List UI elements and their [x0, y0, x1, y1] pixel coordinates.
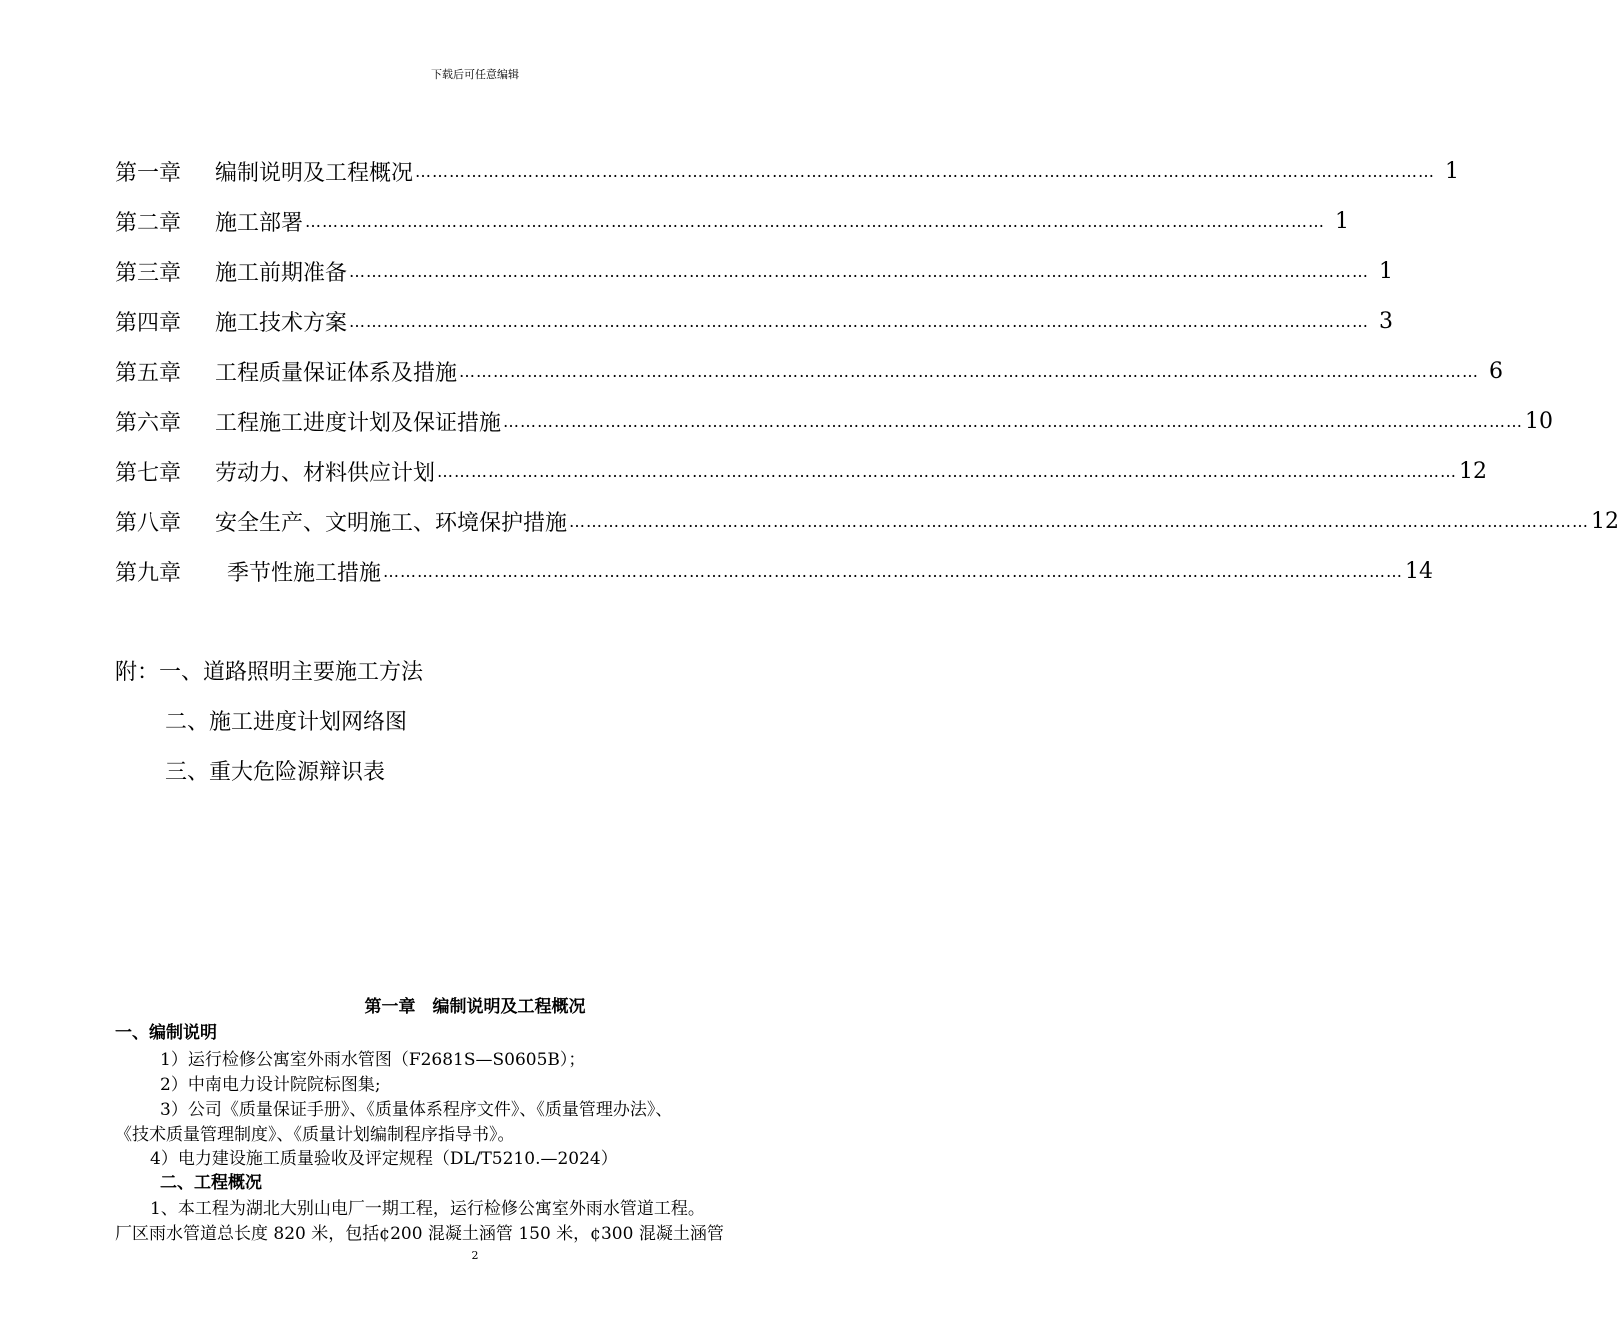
appendix-line-1: 附：一、道路照明主要施工方法 — [115, 660, 424, 685]
toc-page-number: 12 — [1459, 458, 1488, 484]
toc-row — [115, 556, 1434, 586]
toc-row — [115, 206, 1350, 236]
toc-chapter-number: 第三章 — [115, 260, 182, 286]
toc-row — [115, 356, 1504, 386]
toc-page-number: 1 — [1335, 208, 1350, 234]
toc-leader-dots: ……………………………………………………………………………………………………………………………………………………………… — [569, 511, 1590, 531]
toc-chapter-number: 第七章 — [115, 460, 182, 486]
toc-leader-dots: ……………………………………………………………………………………………………………………………………………………………… — [305, 211, 1326, 231]
toc-page-number: 6 — [1489, 358, 1504, 384]
overview-paragraph-2: 厂区雨水管道总长度 820 米，包括¢200 混凝土涵管 150 米，¢300 混凝土涵管 — [115, 1224, 724, 1244]
toc-leader-dots: ……………………………………………………………………………………………………………………………………………………………… — [503, 411, 1524, 431]
toc-chapter-title: 施工技术方案 — [215, 310, 348, 336]
toc-chapter-number: 第二章 — [115, 210, 182, 236]
toc-chapter-title: 施工前期准备 — [215, 260, 348, 286]
toc-row — [115, 406, 1554, 436]
toc-leader-dots: ……………………………………………………………………………………………………………………………………………………………… — [415, 161, 1436, 181]
toc-chapter-title: 编制说明及工程概况 — [215, 160, 414, 186]
toc-row — [115, 506, 1619, 536]
reference-item-2: 2）中南电力设计院院标图集; — [160, 1075, 381, 1095]
toc-page-number: 10 — [1525, 408, 1554, 434]
reference-item-1: 1）运行检修公寓室外雨水管图（F2681S—S0605B）； — [160, 1050, 586, 1070]
toc-page-number: 1 — [1445, 158, 1460, 184]
toc-chapter-number: 第五章 — [115, 360, 182, 386]
toc-leader-dots: ……………………………………………………………………………………………………………………………………………………………… — [383, 561, 1404, 581]
overview-paragraph-1: 1、本工程为湖北大别山电厂一期工程，运行检修公寓室外雨水管道工程。 — [150, 1199, 705, 1219]
toc-chapter-number: 第九章 — [115, 560, 182, 586]
toc-chapter-number: 第六章 — [115, 410, 182, 436]
toc-chapter-title: 劳动力、材料供应计划 — [215, 460, 436, 486]
appendix-line-2: 二、施工进度计划网络图 — [165, 710, 408, 735]
toc-leader-dots: ……………………………………………………………………………………………………………………………………………………………… — [437, 461, 1458, 481]
toc-chapter-title: 安全生产、文明施工、环境保护措施 — [215, 510, 568, 536]
toc-page-number: 14 — [1405, 558, 1434, 584]
toc-chapter-number: 第八章 — [115, 510, 182, 536]
appendix-line-3: 三、重大危险源辩识表 — [165, 760, 386, 785]
toc-leader-dots: ……………………………………………………………………………………………………………………………………………………………… — [349, 311, 1370, 331]
section-heading-2: 二、工程概况 — [160, 1173, 262, 1193]
page-number: 2 — [471, 1249, 479, 1262]
reference-item-3-cont: 《技术质量管理制度》、《质量计划编制程序指导书》。 — [115, 1125, 515, 1145]
chapter-title: 第一章 编制说明及工程概况 — [364, 997, 586, 1017]
toc-page-number: 3 — [1379, 308, 1394, 334]
toc-chapter-title: 工程质量保证体系及措施 — [215, 360, 458, 386]
toc-leader-dots: ……………………………………………………………………………………………………………………………………………………………… — [459, 361, 1480, 381]
toc-page-number: 12 — [1591, 508, 1619, 534]
reference-item-4: 4）电力建设施工质量验收及评定规程（DL/T5210.—2024） — [150, 1149, 618, 1169]
toc-chapter-title: 工程施工进度计划及保证措施 — [215, 410, 502, 436]
toc-row — [115, 156, 1460, 186]
toc-chapter-number: 第四章 — [115, 310, 182, 336]
toc-row — [115, 456, 1488, 486]
toc-chapter-number: 第一章 — [115, 160, 182, 186]
reference-item-3: 3）公司《质量保证手册》、《质量体系程序文件》、《质量管理办法》、 — [160, 1100, 673, 1120]
page-header: 下载后可任意编辑 — [431, 68, 519, 81]
toc-row — [115, 256, 1394, 286]
toc-chapter-title: 施工部署 — [215, 210, 304, 236]
toc-row — [115, 306, 1394, 336]
toc-chapter-title: 季节性施工措施 — [227, 560, 382, 586]
toc-page-number: 1 — [1379, 258, 1394, 284]
section-heading-1: 一、编制说明 — [115, 1023, 217, 1043]
toc-leader-dots: ……………………………………………………………………………………………………………………………………………………………… — [349, 261, 1370, 281]
